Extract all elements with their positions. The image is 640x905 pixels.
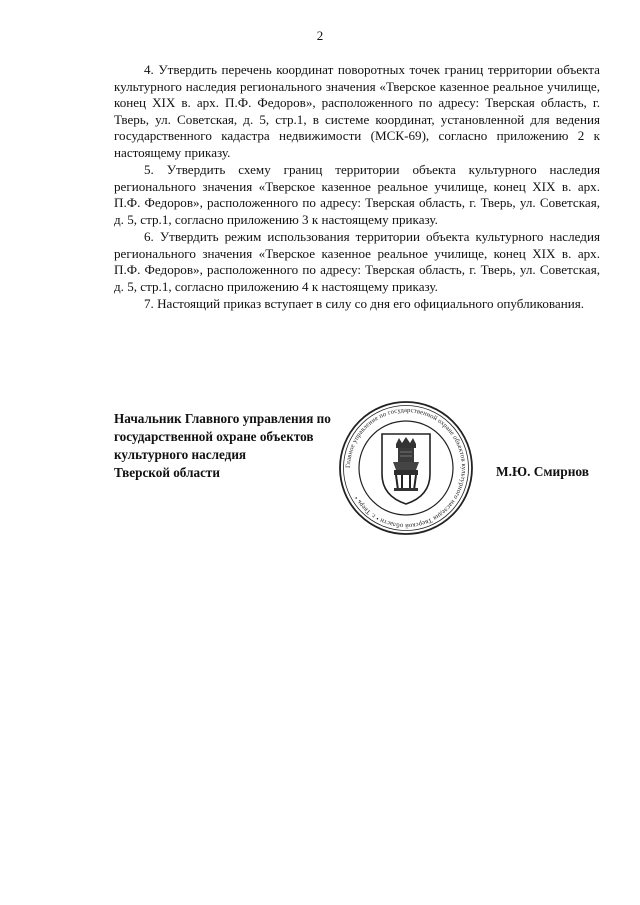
coat-of-arms-icon [382,434,430,504]
order-body [114,62,600,313]
seal-text: Главное управление по государственной охране объектов культурного наследия Тверской области • г. Тверь • [344,406,468,530]
signer-position-line: Тверской области [114,465,220,480]
paragraph-7: 7. Настоящий приказ вступает в силу со дня его официального опубликования. [144,296,585,312]
official-seal-stamp [338,400,474,536]
paragraph-6: 6. Утвердить режим использования территории объекта культурного наследия регионального значения «Тверское казенное реальное училище, конец XIX в. арх. П.Ф. Федоров», расположенного по адресу: Тверская область, г. Тверь, ул. Советская, д. 5, стр.1, согласно приложению 4 к настоящему приказу. [114,229,600,294]
page-number: 2 [316,28,324,43]
paragraph-5: 5. Утвердить схему границ территории объекта культурного наследия регионального значения «Тверское казенное реальное училище, конец XIX в. арх. П.Ф. Федоров», расположенного по адресу: Тверская область, г. Тверь, ул. Советская, д. 5, стр.1, согласно приложению 3 к настоящему приказу. [114,162,600,227]
signer-position [114,410,331,482]
paragraph-4: 4. Утвердить перечень координат поворотных точек границ территории объекта культурного наследия регионального значения «Тверское казенное реальное училище, конец XIX в. арх. П.Ф. Федоров», расположенного по адресу: Тверская область, г. Тверь, ул. Советская, д. 5, стр.1, в системе координат, установленной для ведения государственного кадастра недвижимости (МСК-69), согласно приложению 2 к настоящему приказу. [114,62,600,160]
signer-position-line: государственной охране объектов [114,429,314,444]
signer-position-line: культурного наследия [114,447,247,462]
signer-name: М.Ю. Смирнов [496,464,590,479]
signer-position-line: Начальник Главного управления по [114,411,331,426]
